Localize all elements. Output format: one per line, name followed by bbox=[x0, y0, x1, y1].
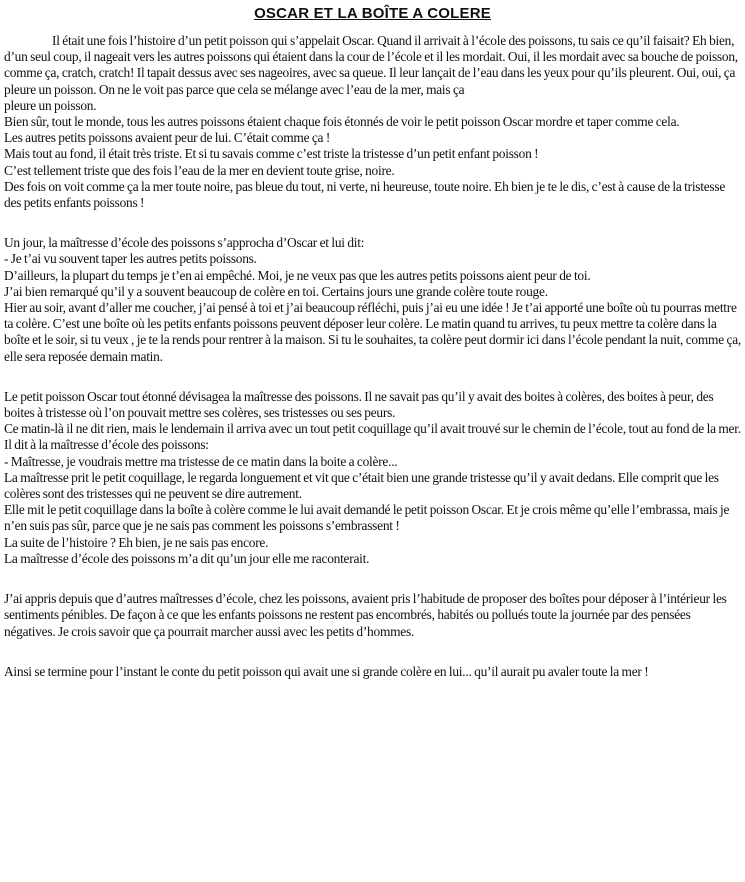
section-spacer bbox=[4, 640, 741, 664]
paragraph-line: C’est tellement triste que des fois l’eau de la mer en devient toute grise, noire. bbox=[4, 162, 395, 178]
document-title: OSCAR ET LA BOÎTE A COLERE bbox=[254, 5, 491, 22]
section-4 bbox=[4, 591, 741, 640]
section-spacer bbox=[4, 365, 741, 389]
document-page bbox=[4, 4, 741, 680]
story-body bbox=[4, 33, 741, 680]
section-spacer bbox=[4, 211, 741, 235]
paragraph-line: La maîtresse prit le petit coquillage, le regarda longuement et vit que c’était bien une grande tristesse qu’il y avait dedans. Elle comprit que les colères sont des tristesses qui ne peuvent se dire autrement. bbox=[4, 469, 719, 502]
paragraph-line: - Maîtresse, je voudrais mettre ma tristesse de ce matin dans la boite a colère... bbox=[4, 453, 398, 469]
paragraph-line: Un jour, la maîtresse d’école des poissons s’approcha d’Oscar et lui dit: bbox=[4, 235, 365, 251]
section-1 bbox=[4, 33, 741, 211]
paragraph-line: Les autres petits poissons avaient peur de lui. C’était comme ça ! bbox=[4, 130, 331, 146]
section-3 bbox=[4, 389, 741, 567]
paragraph-line: pleure un poisson. bbox=[4, 97, 97, 113]
paragraph-line: La suite de l’histoire ? Eh bien, je ne sais pas encore. bbox=[4, 534, 269, 550]
paragraph-line: J’ai appris depuis que d’autres maîtresses d’école, chez les poissons, avaient pris l’habitude de proposer des boîtes pour déposer à l’intérieur les sentiments pénibles. De façon à ce que les enfants poissons ne restent pas encombrés, habités ou pollués toute la journée par des pensées négatives. Je crois savoir que ça pourrait marcher aussi avec les petits d’hommes. bbox=[4, 591, 727, 639]
paragraph-intro: Il était une fois l’histoire d’un petit poisson qui s’appelait Oscar. Quand il arrivait à l’école des poissons, tu sais ce qu’il faisait? Eh bien, d’un seul coup, il nageait vers les autres poissons qui étaient dans la cour de l’école et il les mordait. Oui, il les mordait avec sa bouche de poisson, comme ça, cratch, cratch! Il tapait dessus avec ses nageoires, avec sa queue. Il leur lançait de l’eau dans les yeux pour qu’ils pleurent. Oui, oui, ça pleure un poisson. On ne le voit pas parce que cela se mélange avec l’eau de la mer, mais ça bbox=[4, 33, 738, 97]
paragraph-line: Le petit poisson Oscar tout étonné dévisagea la maîtresse des poissons. Il ne savait pas qu’il y avait des boites à colères, des boites à peur, des boites à tristesse où l’on pouvait mettre ses colères, ses tristesses ou ses peurs. bbox=[4, 388, 714, 421]
paragraph-line: Des fois on voit comme ça la mer toute noire, pas bleue du tout, ni verte, ni heureuse, toute noire. Eh bien je te le dis, c’est à cause de la tristesse des petits enfants poissons ! bbox=[4, 178, 726, 211]
paragraph-line: - Je t’ai vu souvent taper les autres petits poissons. bbox=[4, 251, 257, 267]
paragraph-line: Il dit à la maîtresse d’école des poissons: bbox=[4, 437, 209, 453]
paragraph-line: Bien sûr, tout le monde, tous les autres poissons étaient chaque fois étonnés de voir le petit poisson Oscar mordre et taper comme cela. bbox=[4, 114, 680, 130]
section-spacer bbox=[4, 567, 741, 591]
section-5 bbox=[4, 664, 741, 680]
section-2 bbox=[4, 235, 741, 365]
paragraph-line: Elle mit le petit coquillage dans la boîte à colère comme le lui avait demandé le petit poisson Oscar. Et je crois même qu’elle l’embrassa, mais je n’en suis pas sûr, parce que je ne sais pas comment les poissons s’embrassent ! bbox=[4, 502, 730, 534]
paragraph-line: Ce matin-là il ne dit rien, mais le lendemain il arriva avec un tout petit coquillage qu’il avait trouvé sur le chemin de l’école, tout au fond de la mer. bbox=[4, 421, 741, 437]
paragraph-line: Mais tout au fond, il était très triste. Et si tu savais comme c’est triste la tristesse d’un petit enfant poisson ! bbox=[4, 146, 539, 162]
paragraph-line: D’ailleurs, la plupart du temps je t’en ai empêché. Moi, je ne veux pas que les autres petits poissons aient peur de toi. bbox=[4, 267, 591, 283]
paragraph-line: Hier au soir, avant d’aller me coucher, j’ai pensé à toi et j’ai beaucoup réfléchi, puis j’ai eu une idée ! Je t’ai apporté une boîte où tu pourras mettre ta colère. C’est une boîte où les petits enfants poissons peuvent déposer leur colère. Le matin quand tu arrives, tu peux mettre ta colère dans la boîte et le soir, si tu veux , je te la rends pour rentrer à la maison. Si tu le souhaites, ta colère peut dormir ici dans l’école pendant la nuit, comme ça, elle sera reposée demain matin. bbox=[4, 300, 741, 364]
paragraph-line: J’ai bien remarqué qu’il y a souvent beaucoup de colère en toi. Certains jours une grande colère toute rouge. bbox=[4, 283, 548, 299]
paragraph-line: La maîtresse d’école des poissons m’a dit qu’un jour elle me raconterait. bbox=[4, 550, 370, 566]
closing-line: Ainsi se termine pour l’instant le conte du petit poisson qui avait une si grande colère en lui... qu’il aurait pu avaler toute la mer ! bbox=[4, 663, 649, 679]
